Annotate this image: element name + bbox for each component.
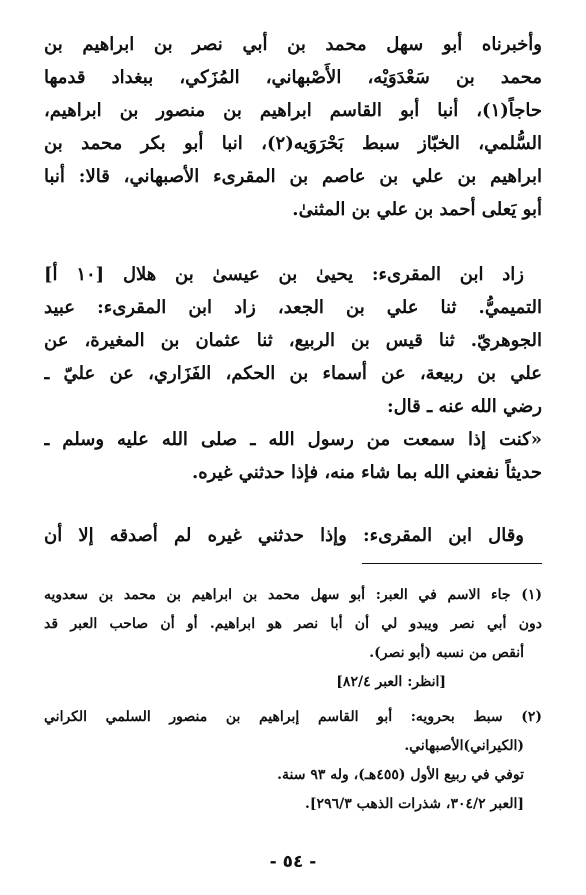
- text-line: التميميُّ. ثنا علي بن الجعد، زاد ابن المقرىء: عبيد: [44, 297, 542, 318]
- footnote-line: دون أبي نصر ويبدو لي أن أبا نصر هو ابراهيم. أو أن صاحب العبر قد: [44, 616, 542, 632]
- footnote-line: (الكيراني)الأصبهاني.: [404, 738, 524, 754]
- text-line: السُّلمي، الخبّاز سبط بَحْرَوَيه(٢)، انبا أبو بكر محمد بن: [44, 133, 542, 154]
- footnote-line: [انظر: العبر ٨٢/٤]: [336, 674, 446, 690]
- footnote-divider: [362, 563, 542, 564]
- footnote-line: (١) جاء الاسم في العبر: أبو سهل محمد بن ابراهيم بن محمد بن سعدويه: [44, 587, 542, 603]
- text-line: علي بن ربيعة، عن أسماء بن الحكم، الفَزَاري، عن عليّ ـ: [44, 363, 542, 384]
- text-line: وقال ابن المقرىء: وإذا حدثني غيره لم أصدقه إلا أن: [44, 525, 524, 546]
- paragraph-isnad-1: [44, 28, 542, 226]
- paragraph-3: [44, 519, 542, 552]
- text-line: محمد بن سَعْدَوَيْه، الأَصْبهاني، المُزَكي، ببغداد قدمها: [44, 67, 542, 88]
- page-number: - ٥٤ -: [269, 852, 317, 872]
- hadith-quote: [44, 423, 542, 489]
- footnote-line: (٢) سبط بحرويه: أبو القاسم إبراهيم بن منصور السلمي الكراني: [44, 709, 542, 725]
- footnote-line: [العبر ٣٠٤/٢، شذرات الذهب ٢٩٦/٣].: [305, 796, 524, 812]
- text-line: أبو يَعلى أحمد بن علي بن المثنىٰ.: [292, 199, 542, 220]
- footnote-1: [44, 581, 542, 697]
- paragraph-isnad-2: [44, 258, 542, 423]
- text-line: حديثاً نفعني الله بما شاء منه، فإذا حدثني غيره.: [191, 462, 542, 483]
- text-line: رضي الله عنه ـ قال:: [386, 396, 542, 417]
- footnote-2: [44, 703, 542, 819]
- text-line: الجوهريّ. ثنا قيس بن الربيع، ثنا عثمان بن المغيرة، عن: [44, 330, 542, 351]
- text-line: زاد ابن المقرىء: يحيىٰ بن عيسىٰ بن هلال [١٠ أ]: [44, 264, 524, 285]
- footnote-line: أنقص من نسبه (أبو نصر).: [369, 645, 524, 661]
- text-line: «كنت إذا سمعت من رسول الله ـ صلى الله عليه وسلم ـ: [44, 429, 542, 450]
- text-line: وأخبرناه أبو سهل محمد بن أبي نصر بن ابراهيم بن: [44, 34, 542, 55]
- footnote-line: توفي في ربيع الأول (٤٥٥هـ)، وله ٩٣ سنة.: [277, 767, 524, 783]
- text-line: حاجاً(١)، أنبا أبو القاسم ابراهيم بن منصور بن ابراهيم،: [44, 100, 542, 121]
- text-line: ابراهيم بن علي بن عاصم بن المقرىء الأصبهاني، قالا: أنبا: [44, 166, 542, 187]
